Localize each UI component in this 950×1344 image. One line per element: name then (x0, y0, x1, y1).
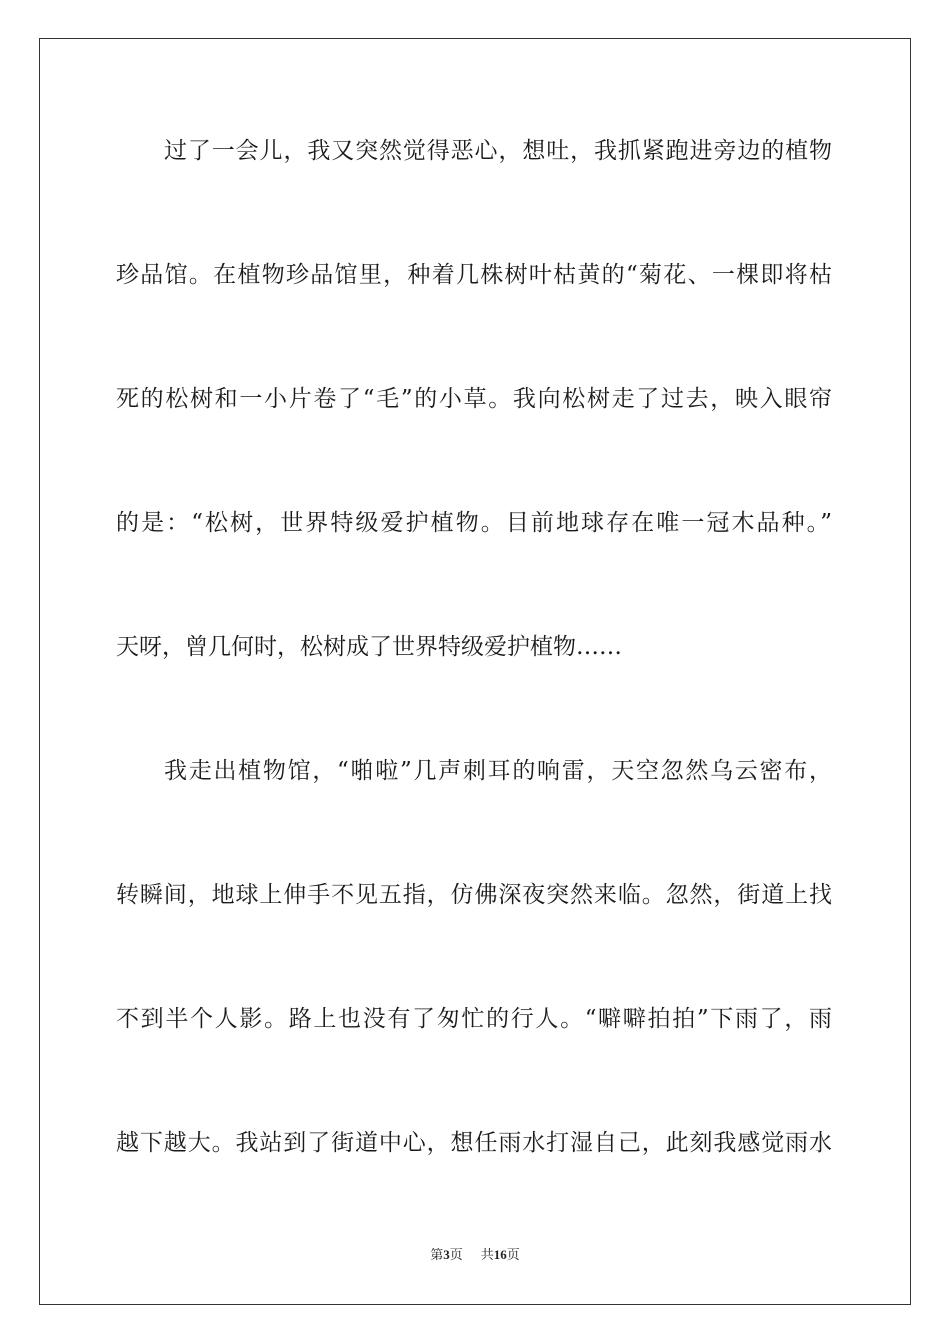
paragraph-2-line-2: 转瞬间，地球上伸手不见五指，仿佛深夜突然来临。忽然，街道上找 (116, 882, 832, 908)
paragraph-1-line-2: 珍品馆。在植物珍品馆里，种着几株树叶枯黄的“菊花、一棵即将枯 (116, 262, 832, 288)
total-pages: 16 (493, 1247, 507, 1262)
paragraph-1-line-1: 过了一会儿，我又突然觉得恶心，想吐，我抓紧跑进旁边的植物 (164, 138, 832, 164)
page-footer (0, 1246, 950, 1265)
page-border (39, 38, 911, 1305)
paragraph-1-line-3: 死的松树和一小片卷了“毛”的小草。我向松树走了过去，映入眼帘 (116, 386, 832, 412)
paragraph-2-line-1: 我走出植物馆，“啪啦”几声刺耳的响雷，天空忽然乌云密布， (164, 758, 832, 784)
paragraph-2-line-3: 不到半个人影。路上也没有了匆忙的行人。“噼噼拍拍”下雨了，雨 (116, 1006, 832, 1032)
page-prefix: 第 (430, 1248, 444, 1263)
paragraph-2-line-4: 越下越大。我站到了街道中心，想任雨水打湿自己，此刻我感觉雨水 (116, 1130, 832, 1156)
page-number: 3 (443, 1247, 450, 1262)
page-suffix: 页 (449, 1248, 463, 1263)
paragraph-1-line-4: 的是：“松树，世界特级爱护植物。目前地球存在唯一冠木品种。” (116, 510, 832, 536)
total-suffix: 页 (506, 1248, 520, 1263)
paragraph-1-line-5: 天呀，曾几何时，松树成了世界特级爱护植物…… (116, 634, 622, 660)
total-prefix: 共 (480, 1248, 494, 1263)
